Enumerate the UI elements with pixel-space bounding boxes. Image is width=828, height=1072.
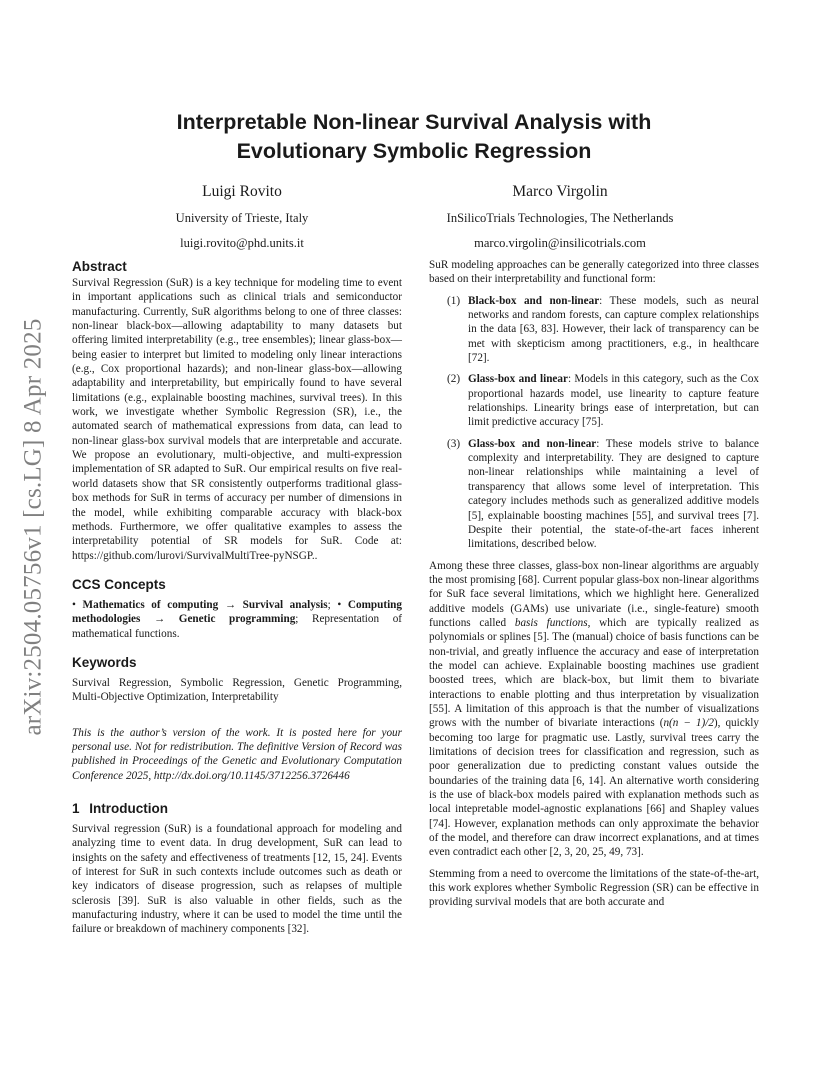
author-name: Luigi Rovito (202, 183, 282, 200)
motivation-paragraph: Stemming from a need to overcome the limitations of the state-of-the-art, this work explores whether Symbolic Regression (SR) can be effective in providing survival models that are both accurate and (429, 867, 759, 909)
right-column (429, 258, 759, 910)
section-heading-introduction: 1 Introduction (72, 800, 168, 816)
list-item: (1) Black-box and non-linear: These models, such as neural networks and random forests, can capture complex relationships in the data [63, 83]. However, their lack of transparency can be met with skepticism among practitioners, e.g., in healthcare [72]. (447, 294, 759, 365)
ccs-concepts: • Mathematics of computing → Survival analysis; • Computing methodologies → Genetic programming; Representation of mathematical functions. (72, 598, 403, 640)
introduction-text: Survival regression (SuR) is a foundational approach for modeling and analyzing time to event data. In drug development, SuR can lead to insights on the safety and effectiveness of treatments [12, 15, 24]. Events of interest for SuR in such contexts include outcomes such as death or key indicators of disease progression, such as relapses of multiple sclerosis [39]. SuR is also valuable in other fields, such as the manufacturing industry, where it can be used to model the time until the failure or breakdown of machinery components [32]. (72, 822, 402, 936)
author-email: luigi.rovito@phd.units.it (180, 236, 304, 250)
author-affiliation: InSilicoTrials Technologies, The Netherlands (446, 211, 674, 225)
paper-title (100, 108, 728, 166)
left-column (72, 258, 402, 937)
arxiv-identifier: arXiv:2504.05756v1 [cs.LG] 8 Apr 2025 (20, 318, 48, 736)
author-affiliation: University of Trieste, Italy (175, 211, 309, 225)
classes-intro: SuR modeling approaches can be generally categorized into three classes based on their interpretability and functional form: (429, 259, 759, 286)
title-line-1: Interpretable Non-linear Survival Analysis with (176, 110, 652, 134)
limitations-paragraph: Among these three classes, glass-box non-linear algorithms are arguably the most promising [68]. Current popular glass-box non-linear algorithms for SuR face several limitations, which we highlight here. Generalized additive models (GAMs) use univariate (i.e., single-feature) smooth functions called basis functions, which are typically realized as polynomials or splines [5]. The (manual) choice of basis functions can be non-trivial, and greatly influence the accuracy and ease of interpretation the model can achieve. Explainable boosting machines use gradient boosted trees, which are black-box, but limit them to bivariate interactions to enable plotting and thus interpretation by visualization [55]. A limitation of this approach is that the number of visualizations grows with the number of bivariate interactions (n(n − 1)/2), quickly becoming too large for pragmatic use. Lastly, survival trees carry the limitations of decision trees for classification and regression, such as poor generalization due to predicting constant values outside the boundaries of the training data [6, 14]. An alternative worth considering is the use of black-box models paired with explanation methods such as local intepretable model-agnostic explanations [66] and Shapley values [74]. However, explanation methods can only approximate the behavior of the model, and therefore can draw incorrect explanations, and at times even contradict each other [2, 3, 20, 25, 49, 73]. (429, 559, 760, 859)
abstract-heading: Abstract (72, 259, 127, 274)
title-line-2: Evolutionary Symbolic Regression (236, 139, 592, 163)
classes-list (429, 294, 759, 552)
list-item: (3) Glass-box and non-linear: These models strive to balance complexity and interpretability. They are designed to capture non-linear relationships while maintaining a level of transparency that allows some level of interpretation. This category includes methods such as generalized additive models [5], explainable boosting machines [55], and survival trees [7]. Despite their potential, the state-of-the-art faces inherent limitations, described below. (447, 437, 759, 551)
author-name: Marco Virgolin (512, 183, 608, 200)
author-block-1 (77, 183, 407, 260)
author-block-2 (395, 183, 725, 260)
abstract-text: Survival Regression (SuR) is a key technique for modeling time to event in important applications such as clinical trials and semiconductor manufacturing. Currently, SuR algorithms belong to one of three classes: non-linear black-box—allowing adaptability to many datasets but offering limited interpretability (e.g., tree ensembles); linear glass-box—being easier to interpret but limited to modeling only linear interactions (e.g., Cox proportional hazards); and non-linear glass-box—allowing adaptability and interpretability, but empirically found to have several limitations (e.g., explainable boosting machines, survival trees). In this work, we investigate whether Symbolic Regression (SR), i.e., the automated search of mathematical expressions from data, can lead to non-linear glass-box survival models that are interpretable and accurate. We propose an evolutionary, multi-objective, and multi-expression implementation of SR adapted to SuR. Our empirical results on five real-world datasets show that SR consistently outperforms traditional glass-box methods for SuR in terms of accuracy per number of dimensions in the model, while exhibiting comparable accuracy with black-box methods. Furthermore, we offer qualitative examples to assess the interpretability potential of SR models for SuR. Code at: https://github.com/lurovi/SurvivalMultiTree-pyNSGP.. (72, 277, 402, 562)
author-version-note: This is the author’s version of the work. It is posted here for your personal use. Not for redistribution. The definitive Version of Record was published in Proceedings of the Genetic and Evolutionary Computation Conference 2025, http://dx.doi.org/10.1145/3712256.3726446 (72, 726, 402, 782)
keywords-text: Survival Regression, Symbolic Regression, Genetic Programming, Multi-Objective Optimization, Interpretability (72, 676, 402, 704)
author-email: marco.virgolin@insilicotrials.com (474, 236, 646, 250)
ccs-heading: CCS Concepts (72, 576, 166, 592)
keywords-heading: Keywords (72, 654, 137, 670)
list-item: (2) Glass-box and linear: Models in this category, such as the Cox proportional hazards model, use linearity to capture feature relationships. Linearity brings ease of interpretation, but can limit predictive accuracy [75]. (447, 373, 760, 429)
